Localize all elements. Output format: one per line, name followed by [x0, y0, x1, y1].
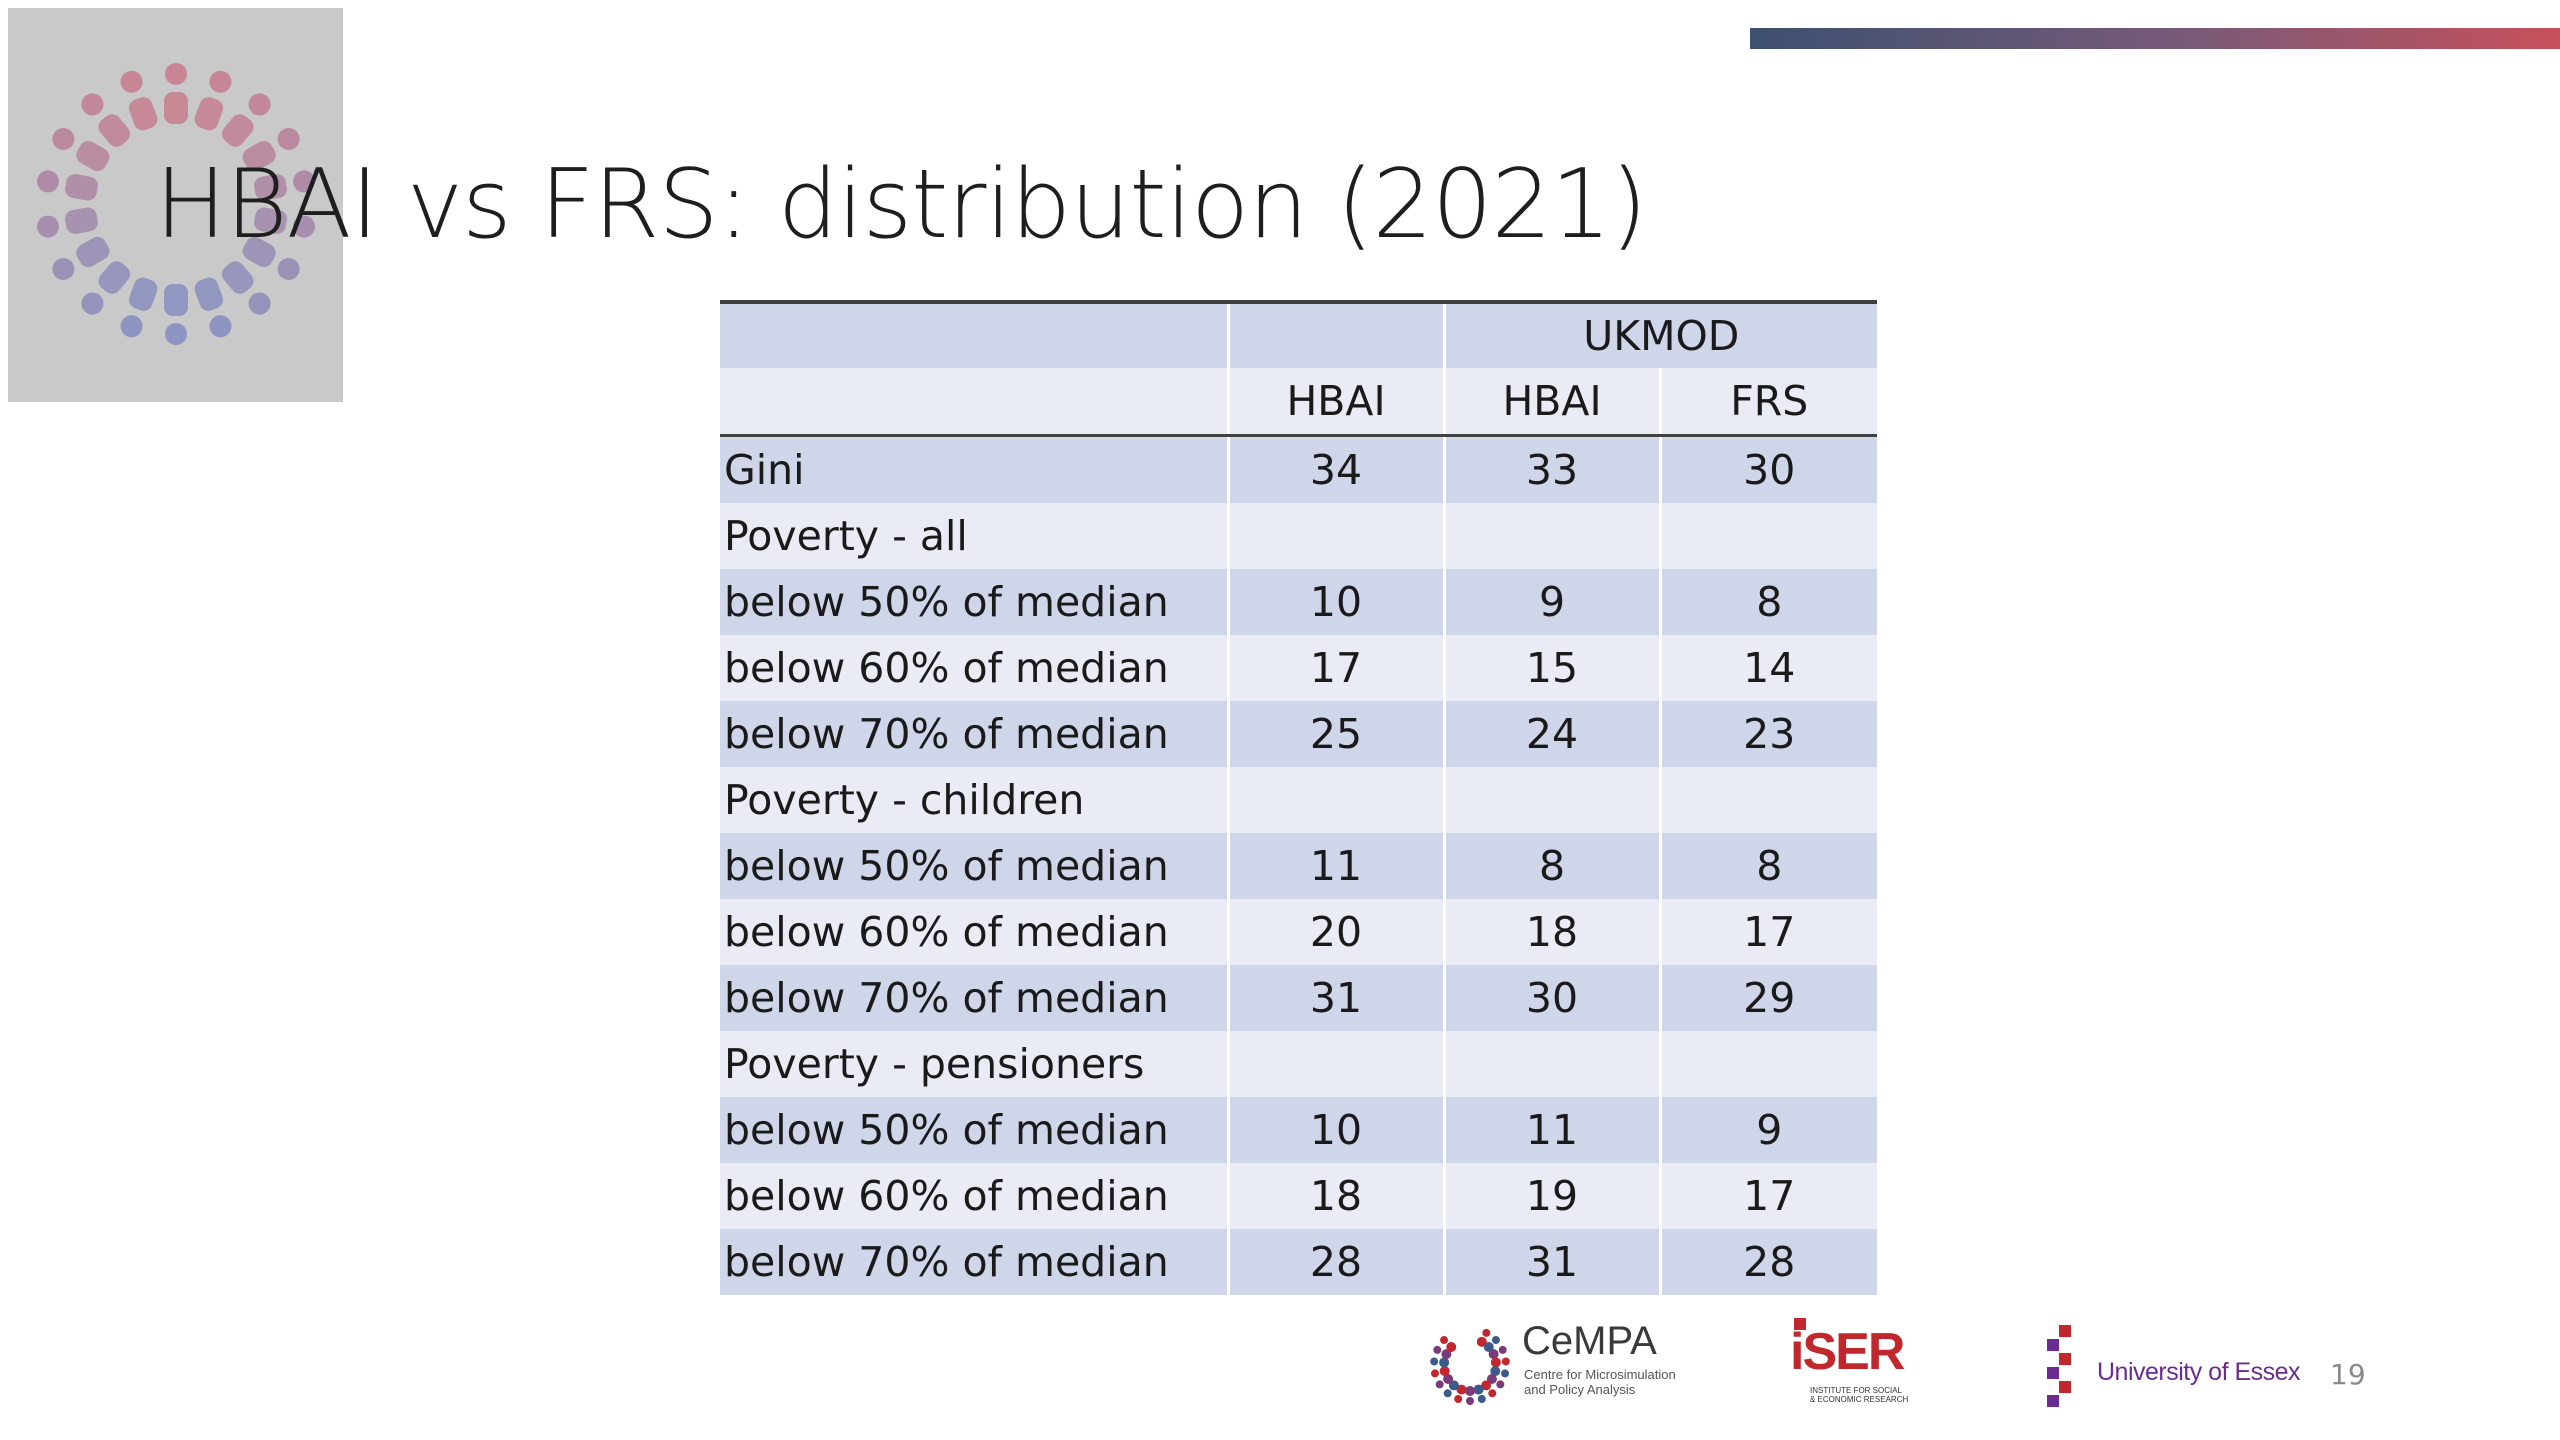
- row-label: Poverty - all: [720, 503, 1228, 569]
- person-body-shape: [164, 284, 188, 316]
- cempa-people-icon: [1420, 1315, 1520, 1415]
- person-head-shape: [81, 293, 103, 315]
- table-row: [720, 1097, 1877, 1163]
- row-label: below 70% of median: [720, 701, 1228, 767]
- cempa-person-shape: [1446, 1342, 1456, 1352]
- row-label: below 60% of median: [720, 635, 1228, 701]
- row-value: 18: [1228, 1163, 1444, 1229]
- person-body-shape: [73, 234, 113, 271]
- row-value: 11: [1444, 1097, 1660, 1163]
- person-head-shape: [37, 216, 59, 238]
- row-value: 8: [1444, 833, 1660, 899]
- row-value: [1228, 1031, 1444, 1097]
- cempa-person-shape: [1433, 1346, 1441, 1354]
- cempa-subtitle: [1524, 1367, 1676, 1397]
- table-row: [720, 1031, 1877, 1097]
- cempa-person-shape: [1454, 1395, 1462, 1403]
- table-column-header-row: [720, 368, 1877, 436]
- cempa-person-shape: [1466, 1397, 1474, 1405]
- person-body-shape: [218, 258, 257, 298]
- row-value: 15: [1444, 635, 1660, 701]
- person-head-shape: [81, 93, 103, 115]
- row-value: 31: [1444, 1229, 1660, 1295]
- ukmod-group-header: UKMOD: [1444, 302, 1877, 368]
- cempa-person-shape: [1440, 1336, 1448, 1344]
- cempa-person-shape: [1440, 1366, 1450, 1376]
- row-value: 19: [1444, 1163, 1660, 1229]
- cempa-name: CeMPA: [1522, 1319, 1657, 1363]
- column-header: [720, 368, 1228, 436]
- table-row: [720, 569, 1877, 635]
- page-number: 19: [2330, 1358, 2366, 1391]
- person-head-shape: [209, 315, 231, 337]
- table-row: [720, 701, 1877, 767]
- row-value: 18: [1444, 899, 1660, 965]
- row-value: [1444, 767, 1660, 833]
- column-header-ukmod-hbai: HBAI: [1444, 368, 1660, 436]
- person-body-shape: [73, 138, 113, 175]
- row-value: 29: [1660, 965, 1877, 1031]
- row-value: 9: [1660, 1097, 1877, 1163]
- person-body-shape: [64, 206, 100, 235]
- table-row: [720, 503, 1877, 569]
- cempa-person-shape: [1444, 1389, 1452, 1397]
- cempa-person-shape: [1502, 1357, 1510, 1365]
- row-value: [1228, 503, 1444, 569]
- row-value: 10: [1228, 1097, 1444, 1163]
- cempa-person-shape: [1488, 1389, 1496, 1397]
- person-body-shape: [126, 275, 159, 313]
- person-head-shape: [209, 71, 231, 93]
- row-value: 24: [1444, 701, 1660, 767]
- row-label: Gini: [720, 436, 1228, 504]
- row-value: 8: [1660, 833, 1877, 899]
- row-value: 9: [1444, 569, 1660, 635]
- person-head-shape: [278, 258, 300, 280]
- iser-subtitle-line1: INSTITUTE FOR SOCIAL: [1810, 1386, 1903, 1395]
- decorative-gradient-bar: [1750, 28, 2560, 49]
- row-value: [1660, 503, 1877, 569]
- cempa-person-shape: [1478, 1395, 1486, 1403]
- row-label: below 60% of median: [720, 899, 1228, 965]
- table-row: [720, 767, 1877, 833]
- essex-mark-icon: [2045, 1325, 2085, 1415]
- cempa-person-shape: [1436, 1380, 1444, 1388]
- cempa-person-shape: [1474, 1385, 1484, 1395]
- distribution-table: [720, 300, 1877, 1295]
- table-group-header-row: [720, 302, 1877, 368]
- slide-title: HBAI vs FRS: distribution (2021): [155, 150, 1647, 260]
- row-label: Poverty - children: [720, 767, 1228, 833]
- table-row: [720, 635, 1877, 701]
- person-body-shape: [192, 95, 225, 133]
- row-value: 30: [1660, 436, 1877, 504]
- cempa-person-shape: [1482, 1329, 1490, 1337]
- person-head-shape: [52, 258, 74, 280]
- person-head-shape: [249, 293, 271, 315]
- person-head-shape: [121, 315, 143, 337]
- row-value: 14: [1660, 635, 1877, 701]
- header-empty-cell: [1228, 302, 1444, 368]
- table-row: [720, 899, 1877, 965]
- person-head-shape: [249, 93, 271, 115]
- iser-logo: [1790, 1318, 1930, 1413]
- row-label: below 50% of median: [720, 1097, 1228, 1163]
- row-value: [1444, 1031, 1660, 1097]
- row-value: 11: [1228, 833, 1444, 899]
- row-label: below 60% of median: [720, 1163, 1228, 1229]
- row-label: below 50% of median: [720, 569, 1228, 635]
- table-row: [720, 436, 1877, 504]
- column-header-hbai: HBAI: [1228, 368, 1444, 436]
- cempa-subtitle-line2: and Policy Analysis: [1524, 1382, 1636, 1397]
- row-value: 25: [1228, 701, 1444, 767]
- row-value: 8: [1660, 569, 1877, 635]
- cempa-subtitle-line1: Centre for Microsimulation: [1524, 1367, 1676, 1382]
- row-value: 17: [1660, 899, 1877, 965]
- cempa-logo: [1420, 1315, 1710, 1410]
- person-head-shape: [37, 170, 59, 192]
- cempa-person-shape: [1431, 1369, 1439, 1377]
- row-value: 28: [1228, 1229, 1444, 1295]
- person-head-shape: [165, 323, 187, 345]
- row-value: [1660, 1031, 1877, 1097]
- cempa-person-shape: [1491, 1357, 1501, 1367]
- table-row: [720, 833, 1877, 899]
- row-value: [1660, 767, 1877, 833]
- column-header-ukmod-frs: FRS: [1660, 368, 1877, 436]
- row-value: 33: [1444, 436, 1660, 504]
- cempa-person-shape: [1499, 1346, 1507, 1354]
- row-value: 20: [1228, 899, 1444, 965]
- row-value: 30: [1444, 965, 1660, 1031]
- person-body-shape: [164, 92, 188, 124]
- person-body-shape: [126, 95, 159, 133]
- person-body-shape: [218, 110, 257, 150]
- iser-subtitle-line2: & ECONOMIC RESEARCH: [1810, 1395, 1909, 1404]
- cempa-person-shape: [1496, 1380, 1504, 1388]
- table-row: [720, 965, 1877, 1031]
- row-label: below 50% of median: [720, 833, 1228, 899]
- person-head-shape: [121, 71, 143, 93]
- essex-name: University of Essex: [2097, 1358, 2301, 1386]
- row-label: below 70% of median: [720, 1229, 1228, 1295]
- person-head-shape: [165, 63, 187, 85]
- iser-subtitle: [1810, 1386, 1908, 1404]
- row-label: below 70% of median: [720, 965, 1228, 1031]
- person-body-shape: [192, 275, 225, 313]
- cempa-person-shape: [1465, 1386, 1475, 1396]
- cempa-person-shape: [1492, 1336, 1500, 1344]
- row-value: [1444, 503, 1660, 569]
- row-value: [1228, 767, 1444, 833]
- person-body-shape: [95, 110, 134, 150]
- row-value: 31: [1228, 965, 1444, 1031]
- row-value: 34: [1228, 436, 1444, 504]
- person-body-shape: [64, 173, 100, 202]
- person-body-shape: [95, 258, 134, 298]
- row-label: Poverty - pensioners: [720, 1031, 1228, 1097]
- row-value: 28: [1660, 1229, 1877, 1295]
- row-value: 17: [1228, 635, 1444, 701]
- row-value: 10: [1228, 569, 1444, 635]
- row-value: 23: [1660, 701, 1877, 767]
- header-empty-cell: [720, 302, 1228, 368]
- person-head-shape: [278, 128, 300, 150]
- essex-logo: [2045, 1325, 2315, 1415]
- table-row: [720, 1229, 1877, 1295]
- iser-name: iSER: [1790, 1323, 1904, 1381]
- row-value: 17: [1660, 1163, 1877, 1229]
- cempa-person-shape: [1501, 1369, 1509, 1377]
- person-head-shape: [52, 128, 74, 150]
- cempa-person-shape: [1430, 1357, 1438, 1365]
- table-row: [720, 1163, 1877, 1229]
